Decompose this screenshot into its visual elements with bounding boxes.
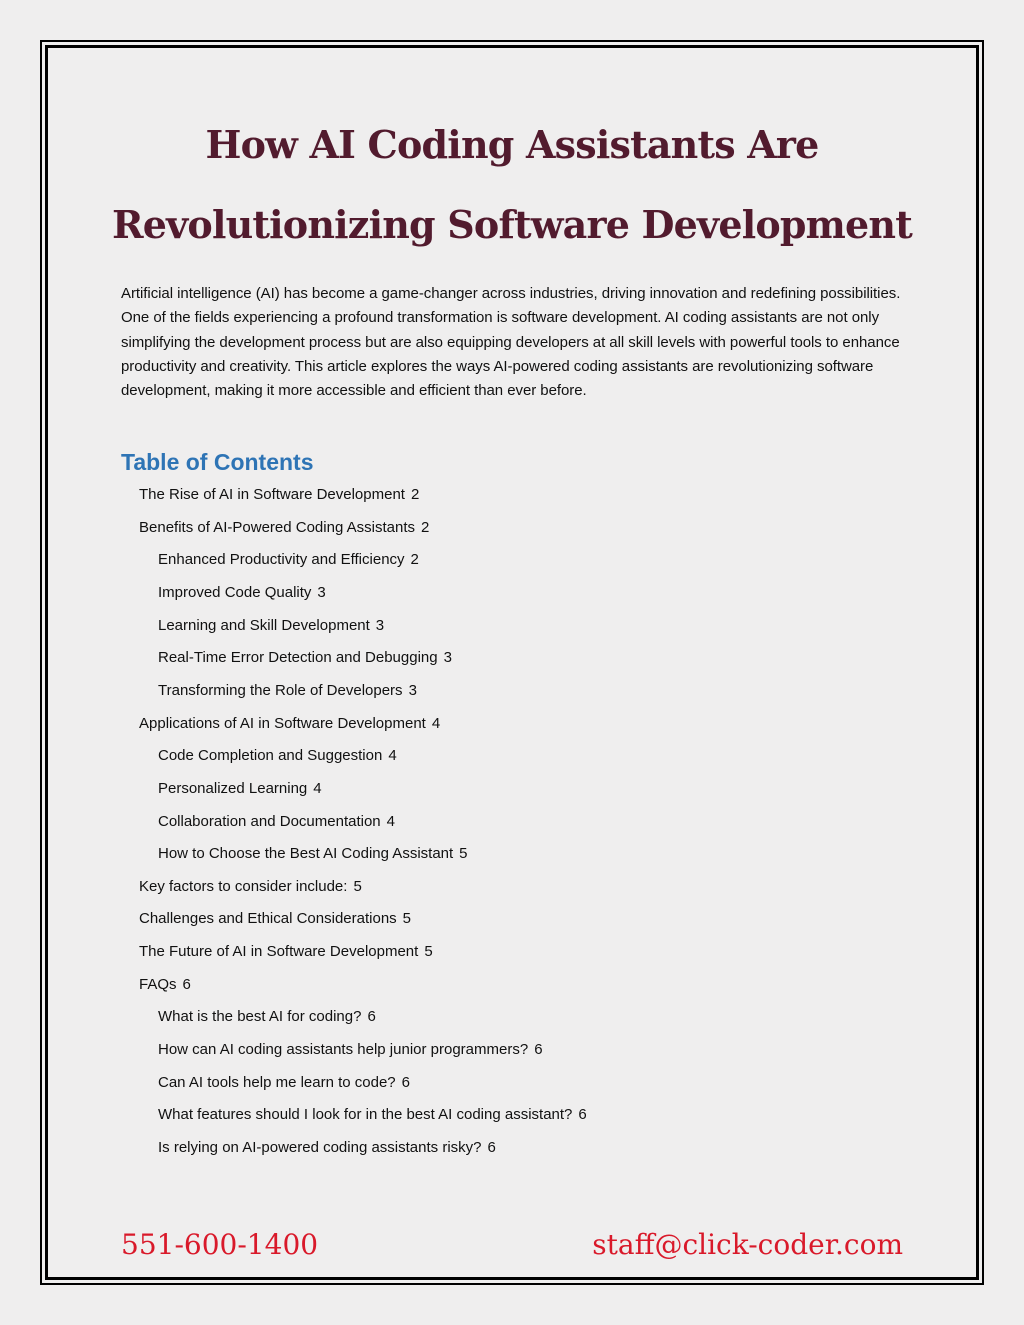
toc-entry-title: How to Choose the Best AI Coding Assistant: [158, 845, 454, 863]
toc-entry-title: What is the best AI for coding?: [158, 1008, 362, 1026]
toc-entry-page: 6: [487, 1139, 496, 1156]
toc-entry-page: 2: [410, 486, 420, 503]
toc-entry-page: 3: [443, 649, 452, 667]
toc-heading: Table of Contents: [121, 449, 314, 475]
toc-entry-title: FAQs: [139, 975, 177, 993]
toc-entry-page: 2: [420, 518, 430, 536]
toc-entry-title: Key factors to consider include:: [139, 877, 348, 895]
toc-entry-page: 4: [388, 747, 397, 765]
toc-entry-title: How can AI coding assistants help junior programmers?: [158, 1041, 529, 1059]
toc-entry-title: Improved Code Quality: [158, 583, 312, 601]
toc-entry-page: 6: [182, 975, 191, 993]
toc-entry-page: 6: [401, 1073, 410, 1091]
toc-entry-title: The Rise of AI in Software Development: [139, 486, 405, 503]
toc-entry-page: 5: [424, 943, 433, 961]
toc-entry-title: Benefits of AI-Powered Coding Assistants: [139, 518, 415, 536]
toc-entry-title: Can AI tools help me learn to code?: [158, 1073, 396, 1091]
toc-entry-title: Applications of AI in Software Development: [139, 714, 426, 732]
toc-entry-page: 4: [386, 812, 395, 830]
toc-entry-page: 3: [375, 616, 385, 634]
footer-email[interactable]: staff@click-coder.com: [592, 1228, 903, 1261]
toc-entry-title: What features should I look for in the best AI coding assistant?: [158, 1106, 573, 1124]
toc-entry-title: Code Completion and Suggestion: [158, 747, 383, 765]
toc-entry-title: Challenges and Ethical Considerations: [139, 910, 397, 928]
toc-entry-page: 2: [410, 551, 419, 569]
toc-entry-page: 4: [431, 714, 441, 732]
toc-entry-title: The Future of AI in Software Development: [139, 943, 419, 961]
toc-entry-title: Is relying on AI-powered coding assistants risky?: [158, 1139, 482, 1156]
toc-entry-title: Collaboration and Documentation: [158, 812, 381, 830]
toc-entry-title: Personalized Learning: [158, 779, 308, 797]
footer-phone[interactable]: 551-600-1400: [121, 1228, 319, 1261]
intro-paragraph: Artificial intelligence (AI) has become a game-changer across industries, driving innovation and redefining possibilities. One of the fields experiencing a profound transformation is software development. AI coding assistants are not only simplifying the development process but are also equipping developers at all skill levels with powerful tools to enhance productivity and creativity. This article explores the ways AI-powered coding assistants are revolutionizing software development, making it more accessible and efficient than ever before.: [121, 285, 901, 400]
toc-entry-title: Enhanced Productivity and Efficiency: [158, 551, 405, 569]
toc-entry-title: Real-Time Error Detection and Debugging: [158, 649, 438, 667]
toc-entry-title: Learning and Skill Development: [158, 616, 370, 634]
title-line-1: How AI Coding Assistants Are: [205, 122, 819, 167]
toc-entry-title: Transforming the Role of Developers: [158, 681, 403, 699]
toc-entry-page: 4: [313, 779, 322, 797]
toc-entry-page: 6: [534, 1041, 543, 1059]
toc-entry-page: 5: [402, 910, 412, 928]
title-line-2: Revolutionizing Software Development: [111, 202, 913, 247]
toc-entry-page: 6: [578, 1106, 587, 1124]
toc-entry-page: 5: [353, 877, 362, 895]
toc-entry-page: 3: [408, 681, 417, 699]
toc-entry-page: 3: [317, 583, 326, 601]
toc-entry-page: 5: [459, 845, 468, 863]
toc-entry-page: 6: [367, 1008, 376, 1026]
